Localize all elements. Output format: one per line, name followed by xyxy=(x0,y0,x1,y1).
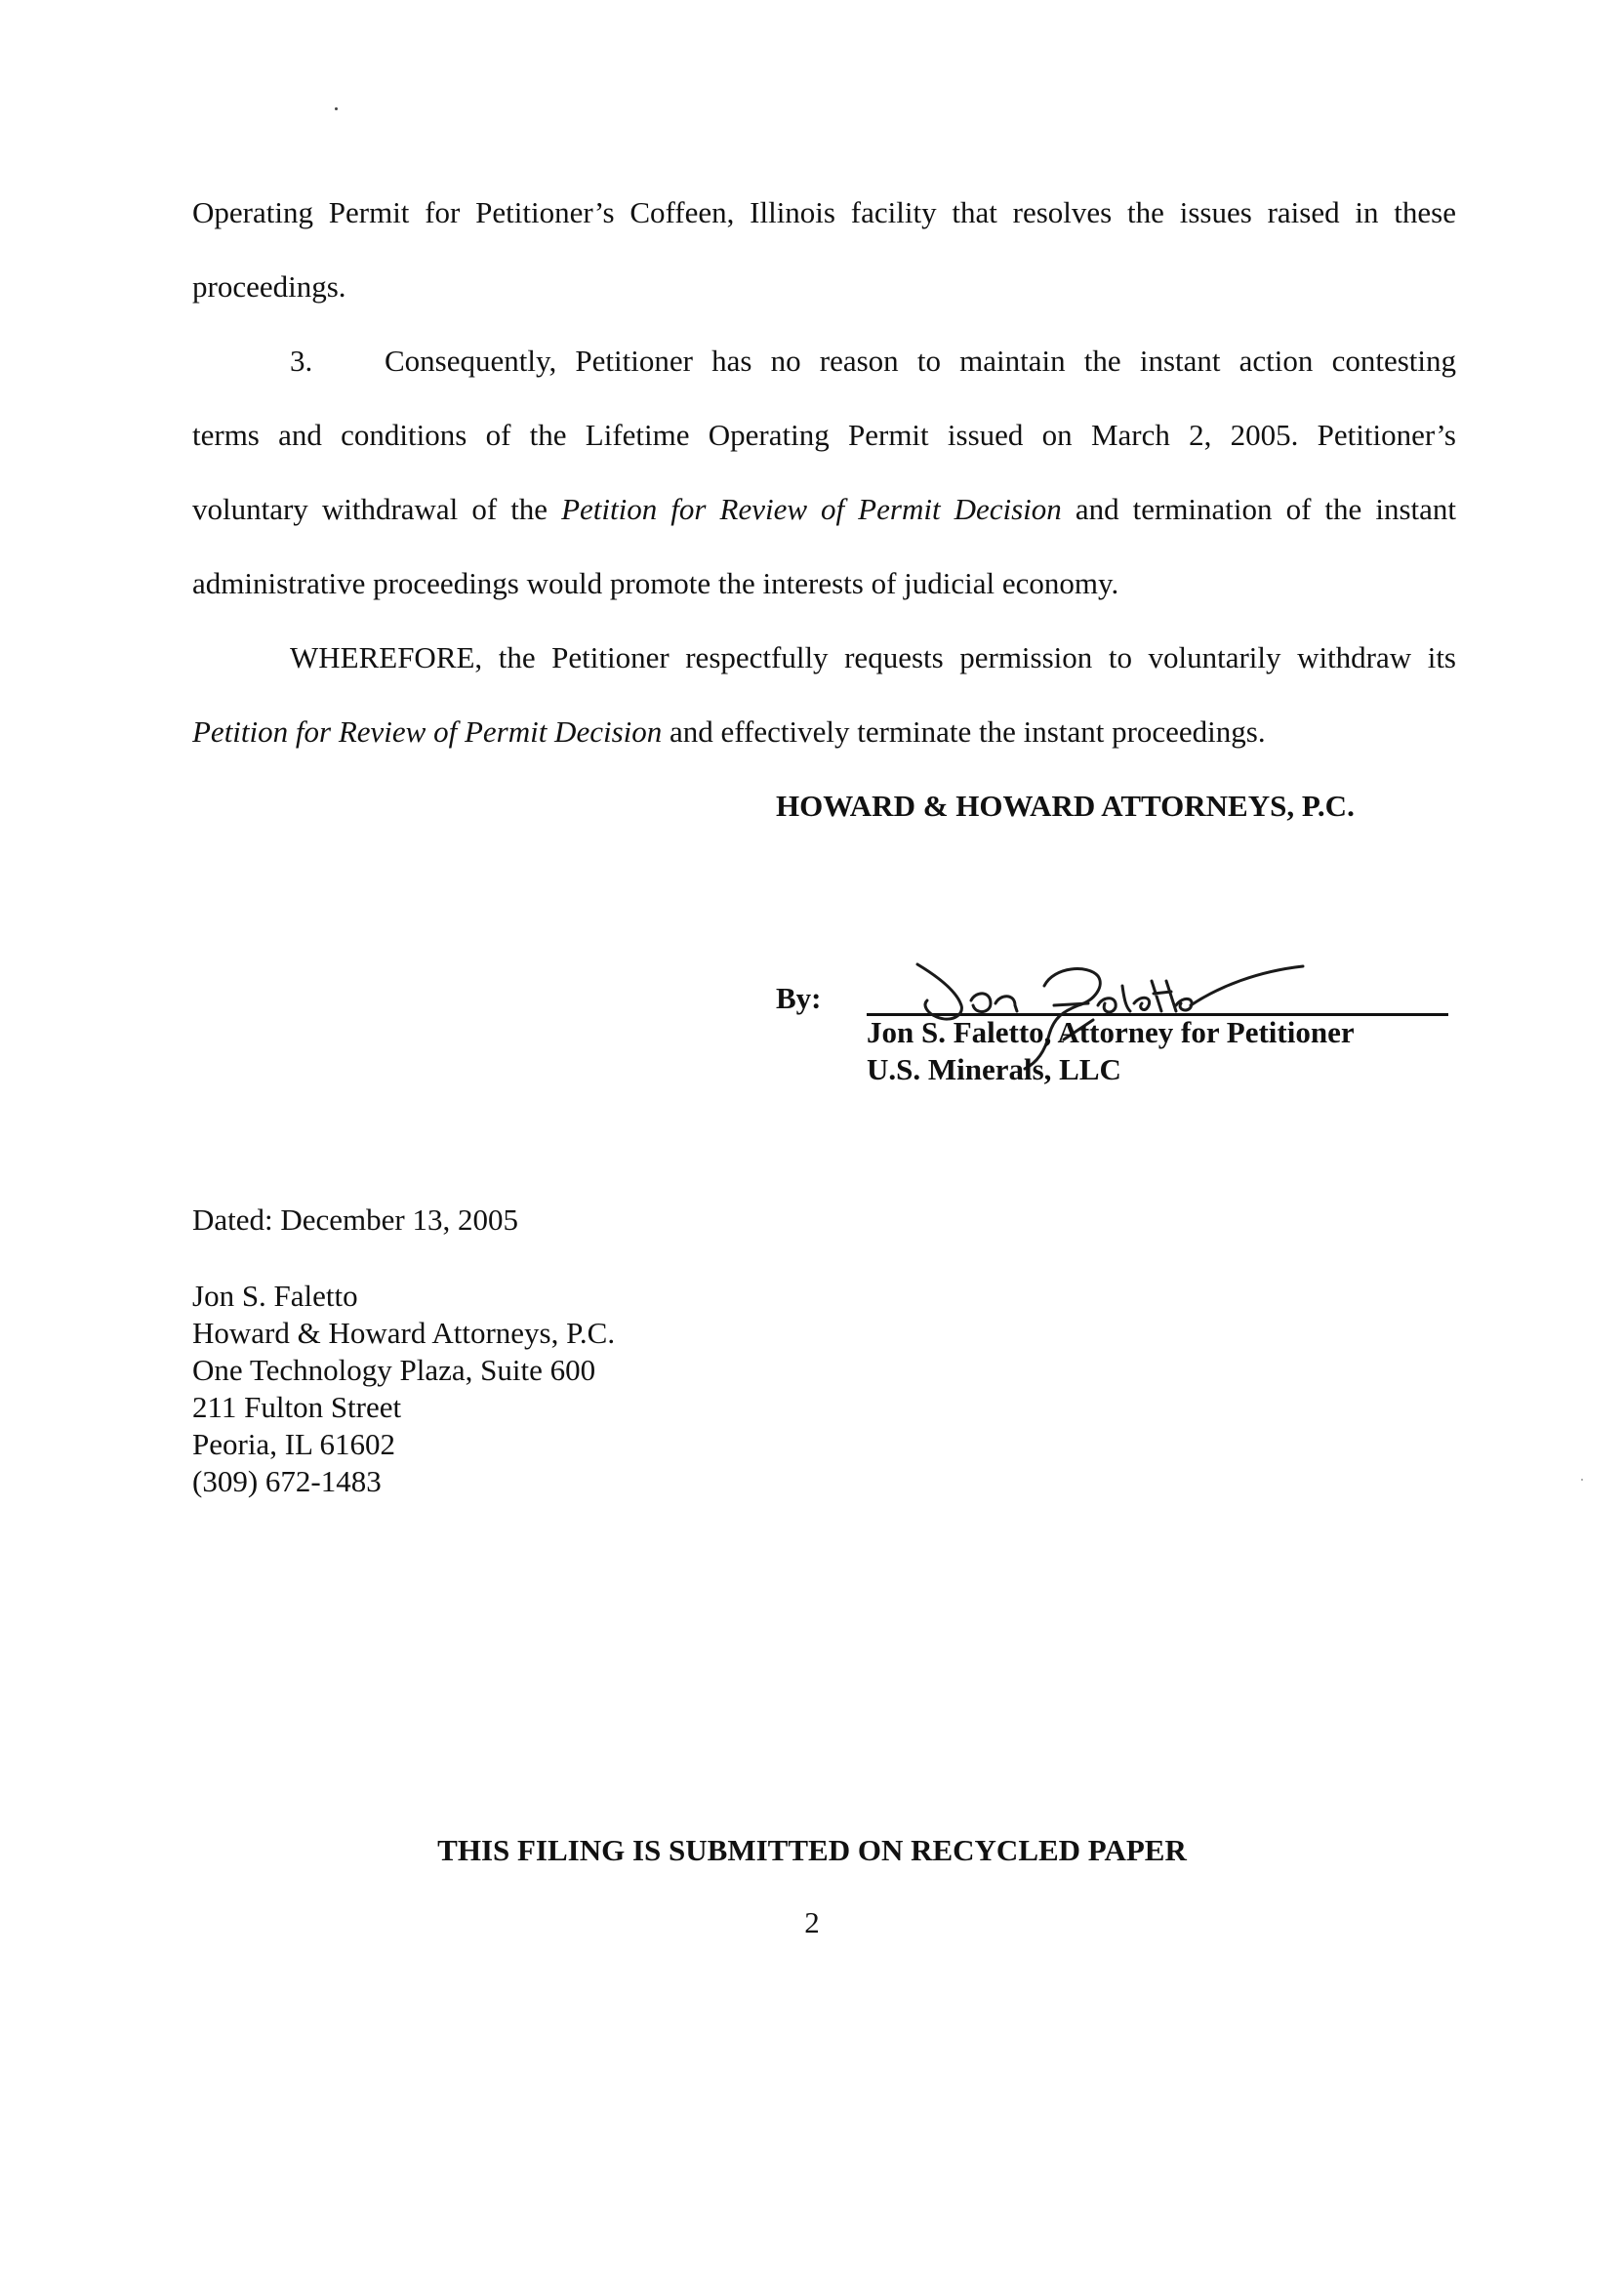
para3-line2: terms and conditions of the Lifetime Operating Permit issued on March 2, 2005. Petitioner’s xyxy=(192,418,1456,452)
para-continuation-line2: proceedings. xyxy=(192,269,346,304)
by-label: By: xyxy=(776,981,822,1015)
para3-number: 3. xyxy=(290,344,313,378)
address-line: 211 Fulton Street xyxy=(192,1390,402,1424)
address-line: (309) 672-1483 xyxy=(192,1464,382,1498)
para3-line3 xyxy=(192,492,1456,527)
para3-line4: administrative proceedings would promote the interests of judicial economy. xyxy=(192,566,1119,600)
para3-line3-post: and termination of the instant xyxy=(1061,492,1456,526)
wherefore-line2 xyxy=(192,714,1456,750)
dated-line: Dated: December 13, 2005 xyxy=(192,1202,518,1237)
scan-speck xyxy=(1581,1479,1583,1481)
address-line: Howard & Howard Attorneys, P.C. xyxy=(192,1316,616,1350)
wherefore-line2-post: and effectively terminate the instant proceedings. xyxy=(662,714,1266,749)
wherefore-line1: WHEREFORE, the Petitioner respectfully requests permission to voluntarily withdraw its xyxy=(290,640,1456,674)
address-line: Jon S. Faletto xyxy=(192,1279,358,1313)
address-line: One Technology Plaza, Suite 600 xyxy=(192,1353,596,1387)
page-number: 2 xyxy=(804,1905,820,1939)
signer-name-line: Jon S. Faletto, Attorney for Petitioner xyxy=(867,1015,1355,1049)
firm-name: HOWARD & HOWARD ATTORNEYS, P.C. xyxy=(776,789,1355,823)
scan-speck xyxy=(335,107,338,110)
address-line: Peoria, IL 61602 xyxy=(192,1427,396,1461)
para3-line3-pre: voluntary withdrawal of the xyxy=(192,492,562,526)
para-continuation-line1: Operating Permit for Petitioner’s Coffeen, Illinois facility that resolves the issues raised in these xyxy=(192,195,1456,229)
recycled-paper-note: THIS FILING IS SUBMITTED ON RECYCLED PAPER xyxy=(437,1833,1187,1867)
petition-title-italic: Petition for Review of Permit Decision xyxy=(192,714,663,749)
address-block xyxy=(192,1278,615,1500)
para3-line1: Consequently, Petitioner has no reason to maintain the instant action contesting xyxy=(385,344,1456,378)
client-name-line: U.S. Minerals, LLC xyxy=(867,1052,1121,1086)
petition-title-italic: Petition for Review of Permit Decision xyxy=(561,492,1062,526)
